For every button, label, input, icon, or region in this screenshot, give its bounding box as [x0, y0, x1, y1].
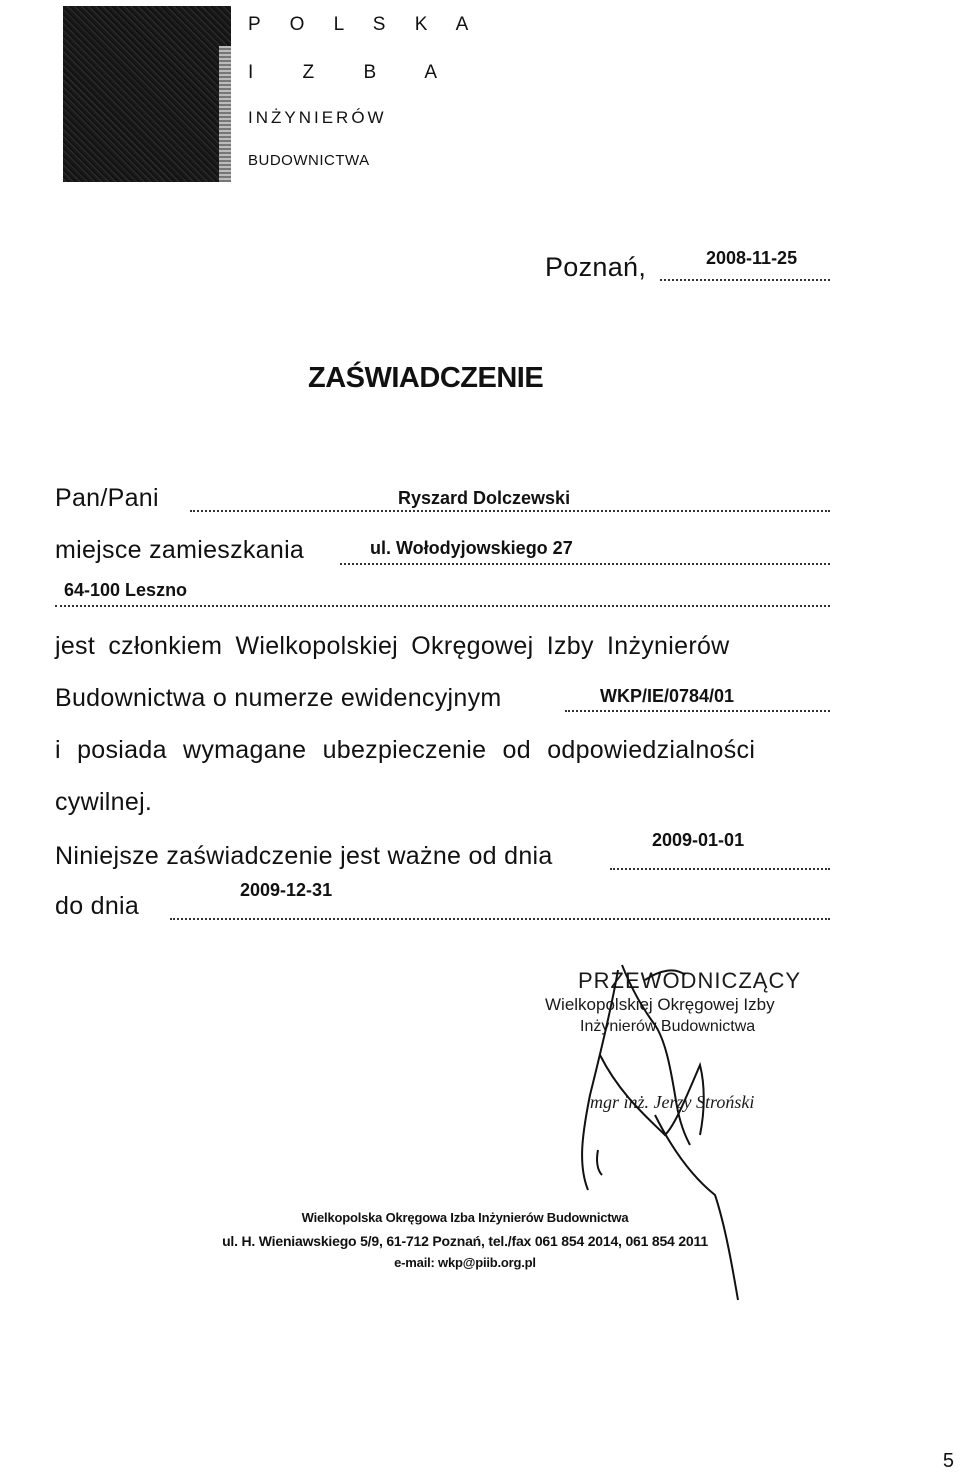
registry-dotted-line: [565, 710, 830, 712]
place-label: Poznań,: [545, 252, 647, 282]
body-line-2: Budownictwa o numerze ewidencyjnym: [55, 684, 502, 712]
stamp-line-2: Wielkopolskiej Okręgowej Izby: [545, 995, 775, 1014]
body-line-3: i posiada wymagane ubezpieczenie od odpowiedzialności: [55, 736, 756, 764]
footer-line-1: Wielkopolska Okręgowa Izba Inżynierów Budownictwa: [301, 1210, 629, 1225]
logo-line-izba: I Z B A: [248, 62, 460, 83]
logo-line-budownictwa: BUDOWNICTWA: [248, 152, 370, 169]
validity-from-label: Niniejsze zaświadczenie jest ważne od dnia: [55, 842, 553, 870]
validity-from-date: 2009-01-01: [652, 830, 745, 850]
body-line-1: jest członkiem Wielkopolskiej Okręgowej Izby Inżynierów: [55, 632, 730, 660]
body-line-4: cywilnej.: [55, 788, 153, 816]
validity-to-dotted-line: [170, 918, 830, 920]
name-value: Ryszard Dolczewski: [398, 488, 571, 508]
residence-dotted-line-2: [55, 605, 830, 607]
stamp-signatory: mgr inż. Jerzy Stroński: [590, 1092, 755, 1112]
residence-street: ul. Wołodyjowskiego 27: [370, 538, 573, 558]
date-dotted-line: [660, 279, 830, 281]
residence-dotted-line-1: [340, 563, 830, 565]
validity-to-date: 2009-12-31: [240, 880, 333, 900]
validity-to-label: do dnia: [55, 892, 140, 920]
validity-from-dotted-line: [610, 868, 830, 870]
residence-city: 64-100 Leszno: [64, 580, 188, 600]
logo-line-inzynierow: INŻYNIERÓW: [248, 108, 387, 127]
footer-line-2: ul. H. Wieniawskiego 5/9, 61-712 Poznań, tel./fax 061 854 2014, 061 854 2011: [222, 1233, 708, 1249]
document-title: ZAŚWIADCZENIE: [308, 362, 544, 394]
chamber-logo-mark: [63, 6, 231, 182]
residence-label: miejsce zamieszkania: [55, 536, 305, 564]
stamp-title: PRZEWODNICZĄCY: [578, 968, 801, 993]
name-label: Pan/Pani: [55, 484, 159, 512]
logo-line-polska: P O L S K A: [248, 14, 481, 35]
stamp-line-3: Inżynierów Budownictwa: [580, 1018, 756, 1035]
registry-number: WKP/IE/0784/01: [600, 686, 735, 706]
issue-date: 2008-11-25: [706, 248, 798, 268]
page-number: 5: [942, 1450, 954, 1472]
handwritten-signature: [560, 945, 760, 1305]
name-dotted-line: [190, 510, 830, 512]
footer-line-3: e-mail: wkp@piib.org.pl: [394, 1255, 536, 1270]
